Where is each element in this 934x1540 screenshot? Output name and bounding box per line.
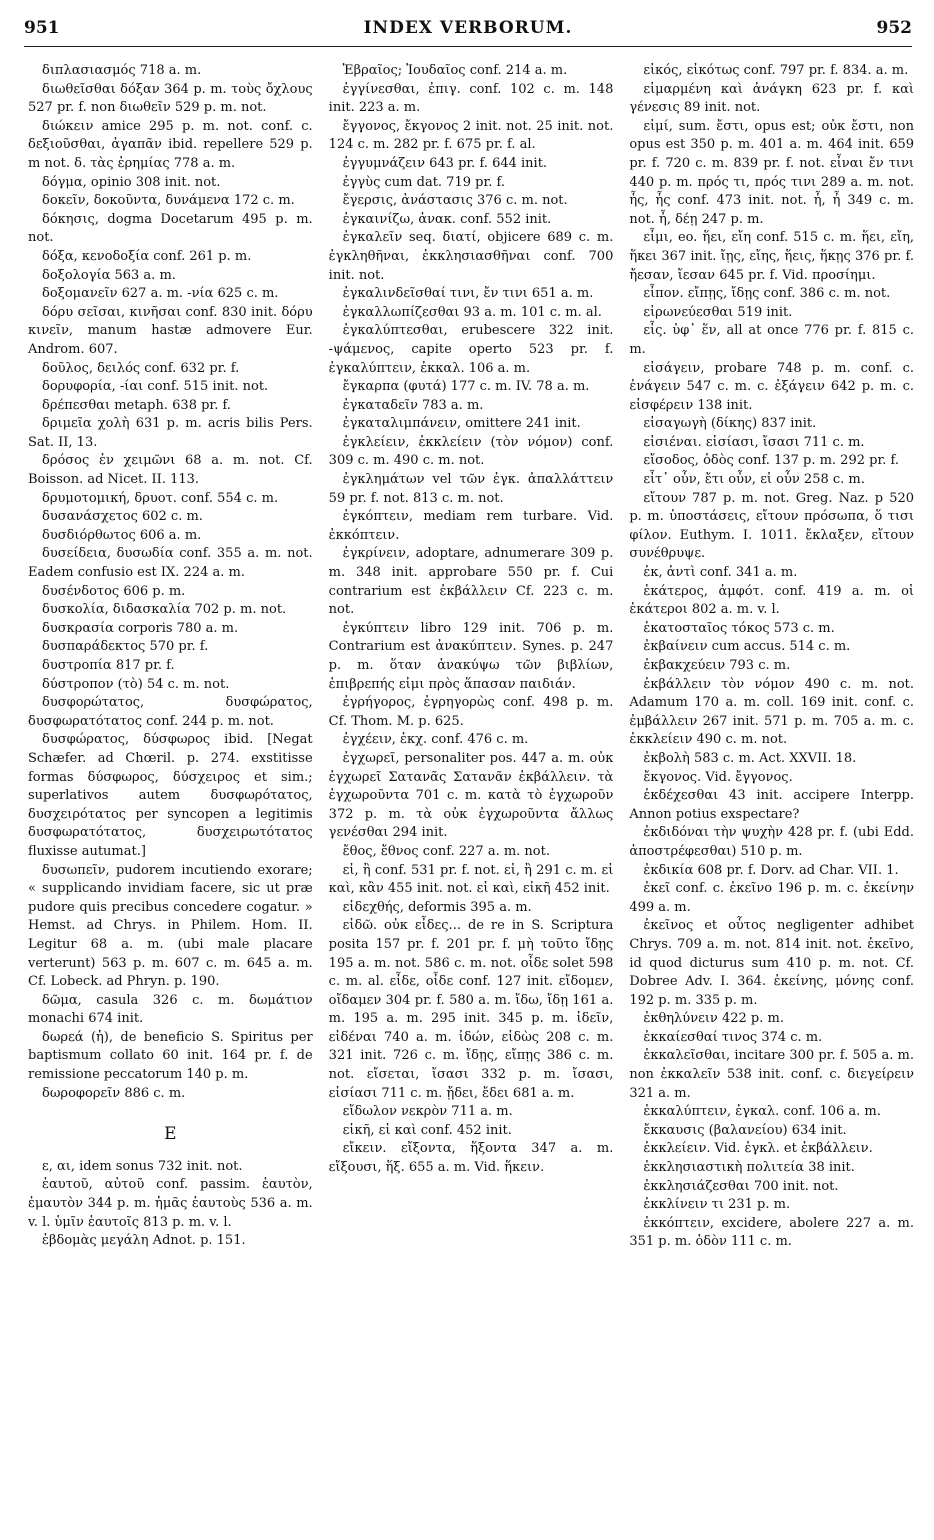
- index-entry: ἐγκαταδεῖν 783 a. m.: [342, 397, 484, 413]
- index-entry: δυσείδεια, δυσωδία conf. 355 a. m. not. Eadem confusio est IX. 224 a. m.: [28, 546, 313, 581]
- index-column-left: [28, 62, 313, 1534]
- index-entry: εἰρωνεύεσθαι 519 init.: [643, 304, 793, 320]
- index-columns: [28, 62, 914, 1534]
- index-entry: δῶμα, casula 326 c. m. δωμάτιον monachi 674 init.: [28, 992, 313, 1027]
- index-entry: δοξολογία 563 a. m.: [42, 267, 176, 283]
- index-entry: ἐγχωρεῖ, personaliter pos. 447 a. m. οὐκ ἐγχωρεῖ Σατανᾶς Σατανᾶν ἐκβάλλειν. τὰ ἐγχωροῦντα 701 c. m. κατὰ τὸ ἐγχωροῦν 372 p. m. τὰ οὐκ ἐγχωροῦντα ἄλλως γενέσθαι 294 init.: [328, 750, 614, 841]
- page-number-left: 951: [24, 18, 60, 38]
- index-entry: εἰδῶ. οὐκ εἶδες... de re in S. Scriptura posita 157 pr. f. 201 pr. f. μὴ τοῦτο ἴδῃς 195 a. m. not. 586 c. m. not. οἶδε solet 598 c. m. al. εἶδε, οἶδε conf. 127 init. εἴδομεν, οἴδαμεν 304 pr. f. 580 a. m. ἴδω, ἴδῃ 161 a. m. 195 a. m. 295 init. 345 p. m. ἰδεῖν, εἰδέναι 740 a. m. ἰδών, εἰδὼς 208 c. m. 321 init. 726 c. m. ἴδῃς, εἴπῃς 386 c. m. not. εἴσεται, ἴσασι 332 p. m. ἴσασι, εἰσίασι 711 c. m. ᾔδει, ἔδει 681 a. m.: [328, 918, 614, 1101]
- index-entry: ἐκβάλλειν τὸν νόμον 490 c. m. not. Adamum 170 a. m. coll. 169 init. conf. c. ἐμβάλλειν 267 init. 571 p. m. 705 a. m. c. ἐκκλείειν 490 c. m. not.: [629, 676, 915, 748]
- index-entry: εἶμι, eo. ἥει, εἴη conf. 515 c. m. ἥει, εἴη, ἥκει 367 init. ἴῃς, εἴης, ἥεις, ἥκῃς 376 pr. f. ἤεσαν, ἴεσαν 645 pr. f. Vid. προσίημι.: [629, 230, 915, 283]
- index-entry: δυσφώρατος, δύσφωρος ibid. [Negat Schæfer. ad Chœril. p. 274. exstitisse formas δύσφωρος, δύσχειρος et sim.; superlativos autem δυσφωρότατος, δυσχειρότατος per syncopen a legitimis δυσφωρατότατος, δυσχειρωτότατος fluxisse autumat.]: [28, 732, 313, 859]
- index-entry: ἐκκαλεῖσθαι, incitare 300 pr. f. 505 a. m. non ἐκκαλεῖν 538 init. conf. c. διεγείρειν 321 a. m.: [629, 1048, 915, 1101]
- index-entry: ἐκθηλύνειν 422 p. m.: [643, 1011, 784, 1027]
- index-entry: ἐγγυμνάζειν 643 pr. f. 644 init.: [342, 155, 548, 171]
- index-entry: δωροφορεῖν 886 c. m.: [42, 1085, 186, 1101]
- index-entry: δύστροπον (τὸ) 54 c. m. not.: [42, 676, 230, 692]
- index-entry: ἐκβολὴ 583 c. m. Act. XXVII. 18.: [643, 750, 857, 766]
- index-entry: εἶπον. εἴπῃς, ἴδῃς conf. 386 c. m. not.: [643, 286, 891, 302]
- index-entry: ἐκκλίνειν τι 231 p. m.: [643, 1197, 791, 1213]
- index-entry: δυσπαράδεκτος 570 pr. f.: [42, 639, 209, 655]
- index-entry: δυστροπία 817 pr. f.: [42, 658, 175, 673]
- index-entry: ἐγκαλεῖν seq. διατί, objicere 689 c. m. ἐγκληθῆναι, ἐκκλησιασθῆναι conf. 700 init. not.: [328, 230, 614, 283]
- index-entry: εἷς. ὑφ᾽ ἕν, all at once 776 pr. f. 815 c. m.: [629, 323, 915, 357]
- index-entry: εἴδωλον νεκρὸν 711 a. m.: [342, 1104, 513, 1120]
- index-entry: ἐγκαινίζω, ἀνακ. conf. 552 init.: [342, 211, 552, 227]
- index-column-right: [629, 62, 914, 1534]
- index-entry: δυσκρασία corporis 780 a. m.: [42, 620, 239, 636]
- index-entry: ἐγκρίνειν, adoptare, adnumerare 309 p. m. 348 init. approbare 550 pr. f. Cui contrarium est ἐκβάλλειν Cf. 223 c. m. not.: [328, 546, 614, 618]
- index-entry: ἐκεῖ conf. c. ἐκεῖνο 196 p. m. c. ἐκείνην 499 a. m.: [629, 881, 915, 915]
- index-entry: ἐκκλησιαστικὴ πολιτεία 38 init.: [643, 1160, 855, 1176]
- index-entry: ἑκάτερος, ἀμφότ. conf. 419 a. m. οἱ ἑκάτεροι 802 a. m. v. l.: [629, 583, 915, 618]
- index-entry: εἴκειν. εἴξοντα, ἥξοντα 347 a. m. εἴξουσι, ἥξ. 655 a. m. Vid. ἥκειν.: [328, 1141, 614, 1176]
- index-entry: δυσκολία, διδασκαλία 702 p. m. not.: [42, 602, 287, 618]
- index-entry: ἔθος, ἔθνος conf. 227 a. m. not.: [342, 843, 550, 859]
- index-entry: δρέπεσθαι metaph. 638 pr. f.: [42, 397, 231, 413]
- index-entry: δοξομανεῖν 627 a. m. -νία 625 c. m.: [42, 286, 279, 302]
- index-entry: δοκεῖν, δοκοῦντα, δυνάμενα 172 c. m.: [42, 193, 295, 209]
- index-entry: ἐγκλημάτων vel τῶν ἐγκ. ἀπαλλάττειν 59 pr. f. not. 813 c. m. not.: [328, 472, 614, 506]
- index-entry: ἐγκαταλιμπάνειν, omittere 241 init.: [342, 416, 581, 432]
- index-entry: ἐγκύπτειν libro 129 init. 706 p. m. Contrarium est ἀνακύπτειν. Synes. p. 247 p. m. ὅταν ἀνακύψω τῶν βιβλίων, ἐπιβρεπής εἰμι πρὸς ἅπασαν παιδιάν.: [328, 620, 614, 692]
- index-entry: ε, αι, idem sonus 732 init. not.: [42, 1158, 243, 1174]
- index-entry: ἐκκόπτειν, excidere, abolere 227 a. m. 351 p. m. ὁδὸν 111 c. m.: [629, 1215, 915, 1250]
- index-entry: διωθεῖσθαι δόξαν 364 p. m. τοὺς ὄχλους 527 pr. f. non διωθεῖν 529 p. m. not.: [28, 81, 313, 116]
- index-entry: ἐκκαίεσθαί τινος 374 c. m.: [643, 1029, 823, 1045]
- index-entry: εἰκῆ, εἰ καὶ conf. 452 init.: [342, 1122, 512, 1138]
- index-entry: εἶτ᾽ οὖν, ἔτι οὖν, εἰ οὖν 258 c. m.: [643, 472, 865, 488]
- index-entry: εἰσάγειν, probare 748 p. m. conf. c. ἐνάγειν 547 c. m. c. ἐξάγειν 642 p. m. c. εἰσφέρειν 138 init.: [629, 360, 915, 413]
- index-entry: ἐγκλείειν, ἐκκλείειν (τὸν νόμον) conf. 309 c. m. 490 c. m. not.: [328, 434, 614, 469]
- index-column-middle: [329, 62, 614, 1534]
- index-entry: εἱμαρμένη καὶ ἀνάγκη 623 pr. f. καὶ γένεσις 89 init. not.: [629, 81, 915, 116]
- index-entry: ἐγκαλλωπίζεσθαι 93 a. m. 101 c. m. al.: [342, 304, 602, 320]
- index-entry: δωρεά (ἡ), de beneficio S. Spiritus per baptismum collato 60 init. 164 pr. f. de remissione peccatorum 140 p. m.: [28, 1029, 313, 1083]
- index-entry: ἔκγονος. Vid. ἔγγονος.: [643, 769, 793, 785]
- index-entry: δόξα, κενοδοξία conf. 261 p. m.: [42, 248, 252, 264]
- index-entry: δόκησις, dogma Docetarum 495 p. m. not.: [28, 211, 313, 246]
- index-entry: εἰδεχθής, deformis 395 a. m.: [342, 899, 532, 915]
- index-entry: ἑβδομὰς μεγάλη Adnot. p. 151.: [42, 1233, 246, 1249]
- index-entry: δόρυ σεῖσαι, κινῆσαι conf. 830 init. δόρυ κινεῖν, manum hastæ admovere Eur. Androm. 607.: [28, 304, 313, 357]
- section-letter: E: [164, 1124, 177, 1145]
- index-entry: δόγμα, opinio 308 init. not.: [42, 174, 221, 190]
- index-entry: διπλασιασμός 718 a. m.: [42, 63, 202, 78]
- page-number-right: 952: [876, 18, 912, 38]
- index-entry: ἐγγίνεσθαι, ἐπιγ. conf. 102 c. m. 148 init. 223 a. m.: [328, 81, 614, 116]
- index-entry: ἐκδικία 608 pr. f. Dorv. ad Char. VII. 1.: [643, 862, 899, 878]
- index-entry: δυσανάσχετος 602 c. m.: [42, 509, 203, 525]
- index-entry: ἐγχέειν, ἐκχ. conf. 476 c. m.: [342, 732, 529, 748]
- index-entry: δυσδιόρθωτος 606 a. m.: [42, 527, 202, 543]
- index-entry: ἐγγὺς cum dat. 719 pr. f.: [342, 174, 505, 190]
- index-entry: εἴσοδος, ὁδὸς conf. 137 p. m. 292 pr. f.: [643, 453, 899, 469]
- index-entry: δρυμοτομική, δρυοτ. conf. 554 c. m.: [42, 490, 279, 506]
- index-entry: ἔγγονος, ἔκγονος 2 init. not. 25 init. not. 124 c. m. 282 pr. f. 675 pr. f. al.: [328, 118, 614, 153]
- index-entry: ἔγερσις, ἀνάστασις 376 c. m. not.: [342, 193, 568, 209]
- index-entry: δυσωπεῖν, pudorem incutiendo exorare; « supplicando invidiam facere, sic ut præ pudore quis precibus concedere cogatur. » Hemst. ad Chrys. in Philem. Hom. II. Legitur 68 a. m. (ubi male placare verterunt) 563 p. m. 607 c. m. 645 a. m. Cf. Lobeck. ad Phryn. p. 190.: [28, 862, 313, 990]
- index-entry: ἐκκλείειν. Vid. ἐγκλ. et ἐκβάλλειν.: [643, 1141, 873, 1157]
- index-entry: ἐκδιδόναι τὴν ψυχὴν 428 pr. f. (ubi Edd. ἀποστρέφεσθαι) 510 p. m.: [629, 825, 915, 859]
- index-entry: εἰσιέναι. εἰσίασι, ἴσασι 711 c. m.: [643, 434, 865, 450]
- index-entry: ἐγρήγορος, ἐγρηγορὼς conf. 498 p. m. Cf. Thom. M. p. 625.: [328, 695, 614, 729]
- index-entry: ἐκ, ἀντὶ conf. 341 a. m.: [643, 565, 798, 581]
- index-entry: εἰ, ἢ conf. 531 pr. f. not. εἰ, ἢ 291 c. m. εἰ καὶ, κἂν 455 init. not. εἰ καὶ, εἰκῆ 452 init.: [328, 862, 614, 897]
- index-entry: δριμεῖα χολὴ 631 p. m. acris bilis Pers. Sat. II, 13.: [28, 416, 313, 450]
- index-entry: ἑαυτοῦ, αὐτοῦ conf. passim. ἑαυτὸν, ἐμαυτὸν 344 p. m. ἡμᾶς ἑαυτοὺς 536 a. m. v. l. ὑμῖν ἑαυτοῖς 813 p. m. v. l.: [28, 1177, 313, 1230]
- index-entry: εἴτουν 787 p. m. not. Greg. Naz. p 520 p. m. ὑποστάσεις, εἴτουν πρόσωπα, ὅ τισι φίλον. Euthym. I. 1011. ἔκλαξεν, εἴτουν συνέθρυψε.: [629, 490, 915, 562]
- index-entry: εἰμί, sum. ἔστι, opus est; οὐκ ἔστι, non opus est 350 p. m. 401 a. m. 464 init. 659 pr. f. 720 c. m. 839 pr. f. not. εἶναι ἔν τινι 440 p. m. πρός τι, πρός τινι 289 a. m. not. ἧς, ἧς conf. 473 init. not. ἦ, ἦ 349 c. m. not. ἦ, δέῃ 247 p. m.: [629, 118, 915, 227]
- index-entry: ἐγκόπτειν, mediam rem turbare. Vid. ἐκκόπτειν.: [328, 509, 614, 543]
- index-entry: ἐγκαλινδεῖσθαί τινι, ἔν τινι 651 a. m.: [342, 286, 594, 302]
- index-entry: ἔκκαυσις (βαλανείου) 634 init.: [643, 1122, 847, 1138]
- index-entry: ἐκδέχεσθαι 43 init. accipere Interpp. Annon potius exspectare?: [629, 788, 915, 822]
- index-entry: δρόσος ἐν χειμῶνι 68 a. m. not. Cf. Boisson. ad Nicet. II. 113.: [28, 453, 313, 488]
- index-entry: δυσφορώτατος, δυσφώρατος, δυσφωρατότατος conf. 244 p. m. not.: [28, 695, 313, 729]
- index-entry: ἐκκλησιάζεσθαι 700 init. not.: [643, 1178, 839, 1194]
- index-entry: ἐκβακχεύειν 793 c. m.: [643, 658, 791, 673]
- index-entry: ἐκβαίνειν cum accus. 514 c. m.: [643, 639, 851, 655]
- index-entry: εἰσαγωγὴ (δίκης) 837 init.: [643, 416, 817, 432]
- index-entry: ἔγκαρπα (φυτά) 177 c. m. IV. 78 a. m.: [342, 379, 590, 395]
- index-entry: Ἑβραῖος; Ἰουδαῖος conf. 214 a. m.: [342, 63, 568, 78]
- index-entry: ἐκκαλύπτειν, ἐγκαλ. conf. 106 a. m.: [643, 1104, 881, 1120]
- index-entry: δυσένδοτος 606 p. m.: [42, 583, 186, 599]
- index-entry: εἰκός, εἰκότως conf. 797 pr. f. 834. a. m.: [643, 63, 909, 78]
- index-entry: δοῦλος, δειλός conf. 632 pr. f.: [42, 360, 240, 376]
- index-entry: διώκειν amice 295 p. m. not. conf. c. δεξιοῦσθαι, ἀγαπᾶν ibid. repellere 529 p. m not. δ. τὰς ἐρημίας 778 a. m.: [28, 118, 313, 171]
- index-entry: ἐγκαλύπτεσθαι, erubescere 322 init. -ψάμενος, capite operto 523 pr. f. ἐγκαλύπτειν, ἐκκαλ. 106 a. m.: [328, 323, 614, 376]
- index-entry: δορυφορία, -ίαι conf. 515 init. not.: [42, 379, 269, 395]
- header-rule: [24, 46, 912, 47]
- page-header: [24, 18, 912, 48]
- index-entry: ἐκεῖνος et οὗτος negligenter adhibet Chrys. 709 a. m. not. 814 init. not. ἐκεῖνο, id quod dicturus sum 410 p. m. not. Cf. Dobree Adv. I. 364. ἐκείνης, μόνης conf. 192 p. m. 335 p. m.: [629, 918, 915, 1008]
- index-entry: ἑκατοσταῖος τόκος 573 c. m.: [643, 620, 835, 636]
- running-title: INDEX VERBORUM.: [363, 18, 573, 38]
